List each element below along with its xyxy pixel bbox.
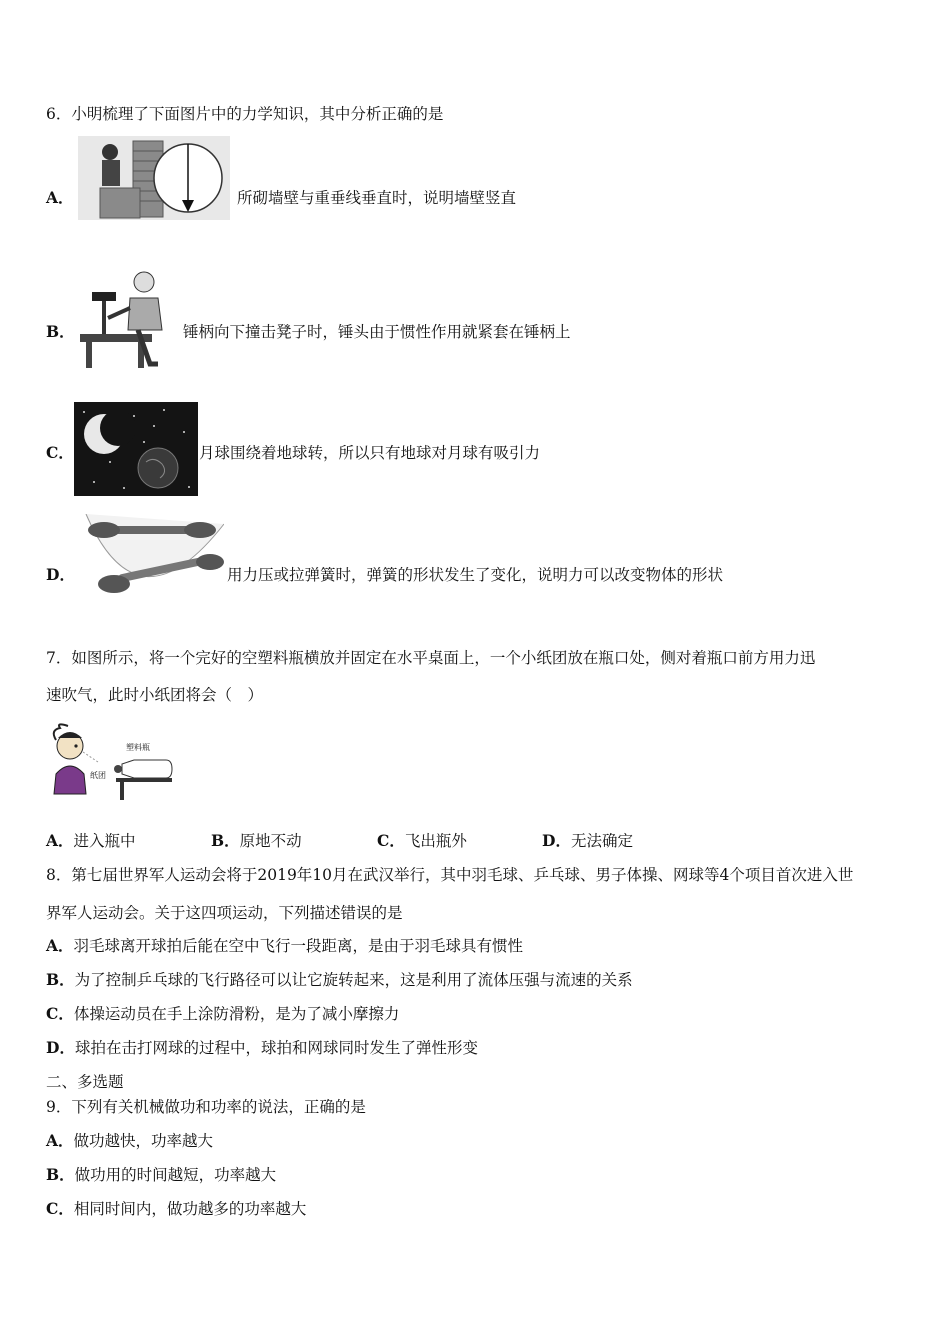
q8-stem-line1: 8．第七届世界军人运动会将于2019年10月在武汉举行，其中羽毛球、乒乓球、男子体操、网球等4个项目首次进入世 bbox=[46, 866, 854, 884]
q6-option-d-letter: D． bbox=[46, 565, 75, 584]
q7-option-b-letter: B． bbox=[211, 831, 240, 850]
q6-option-a-letter: A． bbox=[46, 188, 74, 207]
q9-option-c-letter: C． bbox=[46, 1199, 74, 1218]
section-title-multiple-choice: 二、多选题 bbox=[46, 1073, 124, 1091]
q7-option-b bbox=[211, 829, 302, 851]
q7-option-c bbox=[377, 829, 467, 851]
q7-option-c-letter: C． bbox=[377, 831, 405, 850]
q6-figure-d-spring bbox=[78, 514, 224, 608]
q6-option-b-text: 锤柄向下撞击凳子时，锤头由于惯性作用就紧套在锤柄上 bbox=[183, 323, 571, 341]
q8-option-d-text: 球拍在击打网球的过程中，球拍和网球同时发生了弹性形变 bbox=[74, 1039, 478, 1057]
q9-option-a-letter: A． bbox=[46, 1131, 74, 1150]
q7-option-d-letter: D． bbox=[542, 831, 571, 850]
q7-option-a-letter: A． bbox=[46, 831, 74, 850]
q6-option-b-letter: B． bbox=[46, 322, 75, 341]
q9-stem: 9．下列有关机械做功和功率的说法，正确的是 bbox=[46, 1098, 366, 1116]
q8-option-a bbox=[46, 934, 523, 956]
q6-stem: 6．小明梳理了下面图片中的力学知识，其中分析正确的是 bbox=[46, 105, 444, 123]
q7-option-a-text: 进入瓶中 bbox=[73, 832, 136, 850]
q7-stem-line2: 速吹气，此时小纸团将会（ ） bbox=[46, 686, 264, 704]
q7-option-d-text: 无法确定 bbox=[570, 832, 633, 850]
q9-option-c-text: 相同时间内，做功越多的功率越大 bbox=[73, 1200, 307, 1218]
q9-option-b-text: 做功用的时间越短，功率越大 bbox=[74, 1166, 277, 1184]
q6-figure-c-moon-earth bbox=[74, 402, 198, 496]
q8-option-c bbox=[46, 1002, 399, 1024]
q8-option-b-letter: B． bbox=[46, 970, 75, 989]
q7-figure-drawing bbox=[46, 722, 174, 802]
q8-option-b-text: 为了控制乒乓球的飞行路径可以让它旋转起来，这是利用了流体压强与流速的关系 bbox=[74, 971, 633, 989]
q7-option-c-text: 飞出瓶外 bbox=[404, 832, 467, 850]
q8-option-b bbox=[46, 968, 633, 990]
q8-option-c-text: 体操运动员在手上涂防滑粉，是为了减小摩擦力 bbox=[73, 1005, 400, 1023]
q7-option-a bbox=[46, 829, 136, 851]
q7-option-d bbox=[542, 829, 633, 851]
q7-option-b-text: 原地不动 bbox=[239, 832, 302, 850]
q9-option-c bbox=[46, 1197, 306, 1219]
q8-option-a-text: 羽毛球离开球拍后能在空中飞行一段距离，是由于羽毛球具有惯性 bbox=[73, 937, 524, 955]
q6-figure-b-hammer bbox=[78, 268, 182, 372]
q6-option-a-text: 所砌墙壁与重垂线垂直时，说明墙壁竖直 bbox=[237, 189, 517, 207]
q9-option-b bbox=[46, 1163, 276, 1185]
q6-option-c-letter: C． bbox=[46, 443, 74, 462]
q7-stem-line1: 7．如图所示，将一个完好的空塑料瓶横放并固定在水平桌面上，一个小纸团放在瓶口处，侧对着瓶口前方用力迅 bbox=[46, 649, 816, 667]
q8-option-d bbox=[46, 1036, 478, 1058]
q8-option-a-letter: A． bbox=[46, 936, 74, 955]
q6-figure-a-wall-plumb bbox=[78, 136, 230, 220]
q9-option-a-text: 做功越快，功率越大 bbox=[73, 1132, 214, 1150]
q8-option-c-letter: C． bbox=[46, 1004, 74, 1023]
q8-option-d-letter: D． bbox=[46, 1038, 75, 1057]
q9-option-a bbox=[46, 1129, 213, 1151]
q7-label-bottle: 塑料瓶 bbox=[126, 743, 150, 752]
q7-figure-bottle bbox=[46, 722, 174, 802]
q7-label-paper: 纸团 bbox=[90, 771, 106, 780]
q9-option-b-letter: B． bbox=[46, 1165, 75, 1184]
q6-option-c-text: 月球围绕着地球转，所以只有地球对月球有吸引力 bbox=[199, 444, 541, 462]
q8-stem-line2: 界军人运动会。关于这四项运动，下列描述错误的是 bbox=[46, 904, 403, 922]
q6-option-d-text: 用力压或拉弹簧时，弹簧的形状发生了变化，说明力可以改变物体的形状 bbox=[227, 566, 724, 584]
